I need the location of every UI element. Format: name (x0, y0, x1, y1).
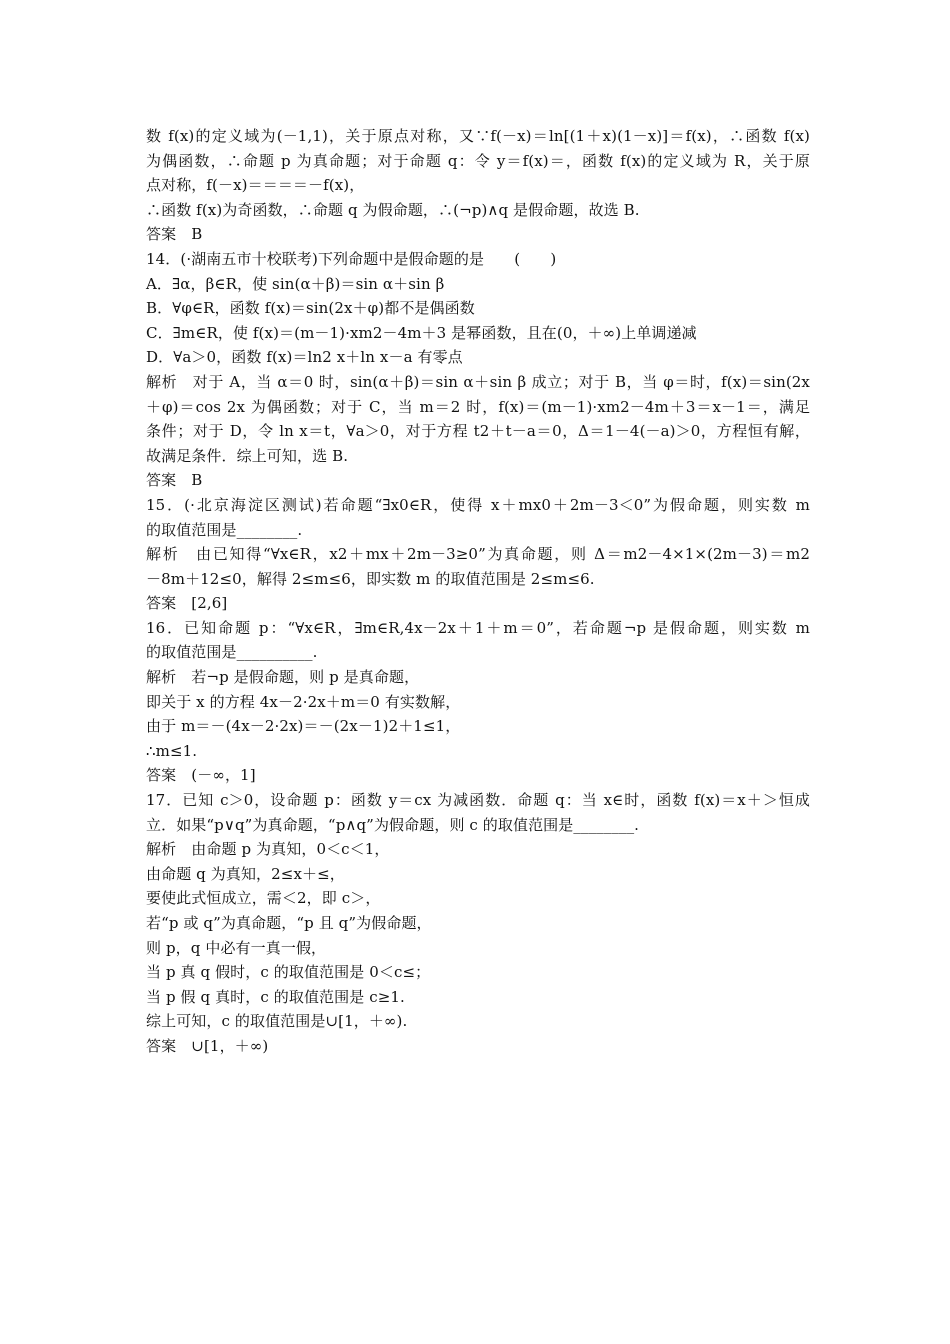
answer-line: 答案 ∪[1，＋∞) (146, 1036, 269, 1055)
text-line: ∴m≤1. (146, 741, 198, 760)
text-line: 故满足条件．综上可知，选 B. (146, 446, 349, 465)
answer-line: 答案 B (146, 225, 203, 244)
option-d: D．∀a＞0，函数 f(x)＝ln2 x＋ln x－a 有零点 (146, 348, 463, 367)
question-14-title: 14．(·湖南五市十校联考)下列命题中是假命题的是 ( ) (146, 249, 557, 268)
text-line: 为偶函数，∴命题 p 为真命题；对于命题 q：令 y＝f(x)＝，函数 f(x)的定义域为 R，关于原 (146, 151, 810, 170)
text-line: 则 p，q 中必有一真一假， (146, 938, 327, 957)
question-15-title: 15．(·北京海淀区测试)若命题“∃x0∈R，使得 x＋mx0＋2m－3＜0”为假命题，则实数 m (146, 495, 810, 514)
question-17-title: 17．已知 c＞0，设命题 p：函数 y＝cx 为减函数．命题 q：当 x∈时，函数 f(x)＝x＋＞恒成 (146, 791, 810, 810)
text-line: 条件；对于 D，令 ln x＝t，∀a＞0，对于方程 t2＋t－a＝0，Δ＝1－4(－a)＞0，方程恒有解， (146, 422, 810, 441)
text-line: 当 p 假 q 真时，c 的取值范围是 c≥1. (146, 987, 405, 1006)
text-line: 由命题 q 为真知，2≤x＋≤， (146, 864, 345, 883)
option-c: C．∃m∈R，使 f(x)＝(m－1)·xm2－4m＋3 是幂函数，且在(0，＋∞)上单调递减 (146, 323, 697, 342)
analysis-line: 解析 由命题 p 为真知，0＜c＜1， (146, 840, 390, 859)
answer-line: 答案 [2,6] (146, 594, 228, 613)
text-line: ＋φ)＝cos 2x 为偶函数；对于 C，当 m＝2 时，f(x)＝(m－1)·xm2－4m＋3＝x－1＝，满足 (146, 397, 810, 416)
text-line: 综上可知，c 的取值范围是∪[1，＋∞). (146, 1012, 408, 1031)
document-body (146, 124, 810, 1059)
analysis-line: 解析 对于 A，当 α＝0 时，sin(α＋β)＝sin α＋sin β 成立；对于 B，当 φ＝时，f(x)＝sin(2x (146, 372, 810, 391)
question-16-title: 16．已知命题 p：“∀x∈R，∃m∈R,4x－2x＋1＋m＝0”，若命题¬p 是假命题，则实数 m (146, 618, 810, 637)
analysis-line: 解析 若¬p 是假命题，则 p 是真命题， (146, 668, 420, 687)
text-line: 若“p 或 q”为真命题，“p 且 q”为假命题， (146, 914, 432, 932)
option-b: B．∀φ∈R，函数 f(x)＝sin(2x＋φ)都不是偶函数 (146, 299, 475, 318)
text-line: 点对称，f(－x)＝＝＝＝－f(x)， (146, 176, 365, 195)
text-line: 由于 m＝－(4x－2·2x)＝－(2x－1)2＋1≤1， (146, 717, 461, 736)
text-line: 数 f(x)的定义域为(－1,1)，关于原点对称，又∵f(－x)＝ln[(1＋x)(1－x)]＝f(x)，∴函数 f(x) (146, 127, 810, 145)
text-line: 即关于 x 的方程 4x－2·2x＋m＝0 有实数解， (146, 692, 461, 711)
text-line: 的取值范围是__________. (146, 643, 318, 662)
text-line: 当 p 真 q 假时，c 的取值范围是 0＜c≤； (146, 963, 431, 982)
text-line: 立．如果“p∨q”为真命题，“p∧q”为假命题，则 c 的取值范围是________. (146, 815, 640, 834)
text-line: ∴函数 f(x)为奇函数，∴命题 q 为假命题，∴(¬p)∧q 是假命题，故选 B. (146, 200, 640, 219)
answer-line: 答案 (－∞，1] (146, 766, 256, 785)
text-line: 要使此式恒成立，需＜2，即 c＞， (146, 889, 381, 908)
option-a: A．∃α，β∈R，使 sin(α＋β)＝sin α＋sin β (146, 274, 445, 293)
answer-line: 答案 B (146, 471, 203, 490)
text-line: －8m＋12≤0，解得 2≤m≤6，即实数 m 的取值范围是 2≤m≤6. (146, 569, 595, 588)
text-line: 的取值范围是________. (146, 520, 303, 539)
analysis-line: 解析 由已知得“∀x∈R，x2＋mx＋2m－3≥0”为真命题，则 Δ＝m2－4×1×(2m－3)＝m2 (146, 545, 810, 564)
